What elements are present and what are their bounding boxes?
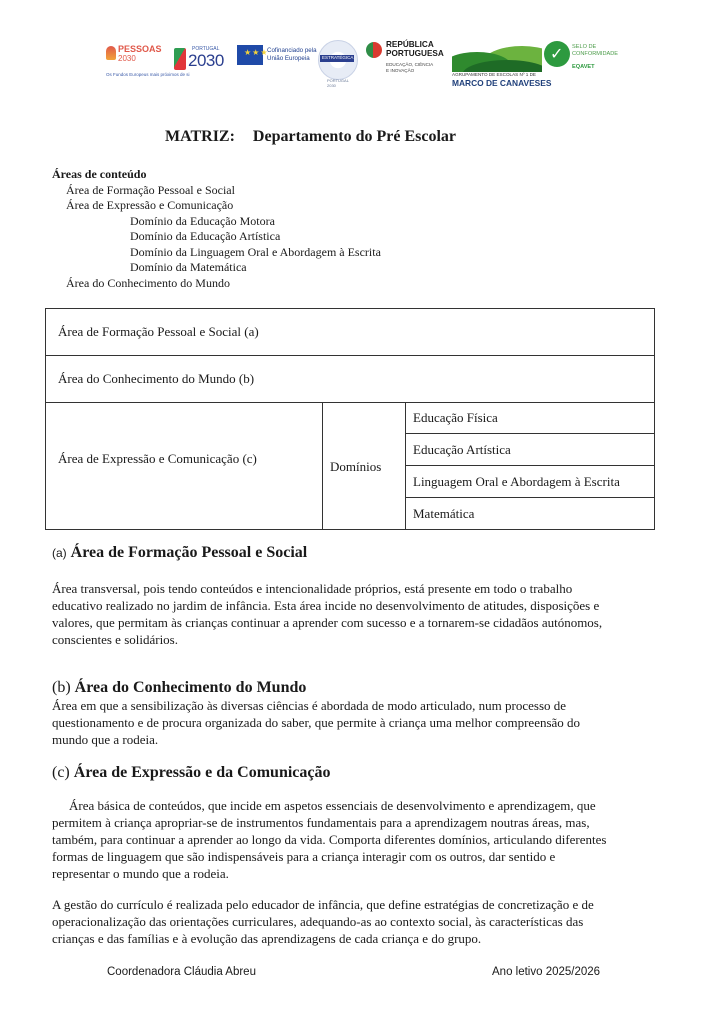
- domain-item: Domínio da Educação Artística: [130, 229, 281, 243]
- table-cell-expressao: Área de Expressão e Comunicação (c): [58, 451, 257, 466]
- section-b-heading: (b) Área do Conhecimento do Mundo: [52, 679, 307, 696]
- portugal-2030-logo: PORTUGAL 2030: [174, 44, 222, 74]
- estrategica-logo: ESTRATÉGICA PORTUGAL 2030: [318, 40, 356, 86]
- areas-heading: Áreas de conteúdo: [52, 167, 147, 181]
- area-item: Área do Conhecimento do Mundo: [66, 276, 230, 290]
- footer-school-year: Ano letivo 2025/2026: [492, 966, 601, 978]
- portugal-2030-mark-icon: [174, 48, 186, 70]
- table-cell-conhecimento: Área do Conhecimento do Mundo (b): [58, 371, 255, 386]
- footer-coordinator: Coordenadora Cláudia Abreu: [107, 966, 256, 978]
- table-row-divider: [406, 497, 654, 498]
- pessoas-mark-icon: [106, 46, 116, 60]
- table-row-divider: [406, 465, 654, 466]
- table-cell-dominios-label: Domínios: [330, 459, 382, 474]
- domain-item: Domínio da Matemática: [130, 260, 247, 274]
- table-row-divider: [46, 402, 654, 403]
- section-c-paragraph-2: A gestão do currículo é realizada pelo educador de infância, que define estratégias de concretização e de operacionalização das orientações curriculares, adequando-as ao contexto social, às características das crianças e das famílias e à evolução das aprendizagens de cada criança e do grupo.: [52, 897, 594, 946]
- republica-portuguesa-logo: REPÚBLICA PORTUGUESA EDUCAÇÃO, CIÊNCIA E INOVAÇÃO: [366, 40, 450, 84]
- checkmark-seal-icon: ✓: [544, 41, 570, 67]
- title-prefix: MATRIZ:: [165, 128, 235, 145]
- domain-item: Domínio da Linguagem Oral e Abordagem à Escrita: [130, 245, 381, 259]
- table-cell-formacao: Área de Formação Pessoal e Social (a): [58, 324, 259, 339]
- section-b-paragraph: Área em que a sensibilização às diversas ciências é abordada de modo articulado, num processo de questionamento e de procura organizada do saber, que permite à criança uma melhor compreensão do mundo que a rodeia.: [52, 698, 581, 747]
- eqavet-seal-logo: ✓ SELO DE CONFORMIDADE EQAVET: [544, 41, 624, 75]
- table-row-divider: [406, 433, 654, 434]
- section-c-paragraph-1: Área básica de conteúdos, que incide em aspetos essenciais de desenvolvimento e aprendizagem, que permitem à criança apropriar-se de instrumentos fundamentais para a aprendizagem noutras áreas, mas, também, para continuar a aprender ao longo da vida. Comporta diferentes domínios, articulando diferentes formas de linguagem que são indispensáveis para a criança interagir com os outros, dar sentido e representar o mundo que a rodeia.: [52, 798, 607, 881]
- area-item: Área de Expressão e Comunicação: [66, 198, 234, 212]
- pessoas-2030-logo: PESSOAS 2030 Os Fundos Europeus mais próximos de si: [106, 44, 190, 77]
- table-row-divider: [46, 355, 654, 356]
- eu-flag-icon: ★★★: [237, 45, 263, 65]
- hills-landscape-icon: [452, 40, 542, 72]
- page-title: [165, 128, 456, 146]
- table-cell-dominio: Educação Física: [413, 410, 498, 425]
- section-a-paragraph: Área transversal, pois tendo conteúdos e intencionalidade próprios, está presente em todo o trabalho educativo realizado no jardim de infância. Esta área incide no desenvolvimento de atitudes, disposições e valores, que permitam às crianças continuar a aprender com sucesso e a tornarem-se cidadãos autónomos, conscientes e solidários.: [52, 581, 603, 647]
- section-c-heading: (c) Área de Expressão e da Comunicação: [52, 764, 331, 781]
- table-cell-dominio: Matemática: [413, 506, 475, 521]
- agrupamento-escolas-logo: AGRUPAMENTO DE ESCOLAS Nº 1 DE MARCO DE CANAVESES: [452, 40, 542, 90]
- areas-table: [45, 308, 655, 530]
- republica-flag-icon: [366, 42, 382, 58]
- table-cell-dominio: Educação Artística: [413, 442, 511, 457]
- table-cell-dominio: Linguagem Oral e Abordagem à Escrita: [413, 474, 620, 489]
- section-a-heading: (a) Área de Formação Pessoal e Social: [52, 544, 308, 561]
- domain-item: Domínio da Educação Motora: [130, 214, 275, 228]
- table-col-divider: [322, 402, 323, 529]
- title-text: Departamento do Pré Escolar: [252, 128, 456, 145]
- area-item: Área de Formação Pessoal e Social: [66, 183, 235, 197]
- eu-cofinancing-logo: ★★★ Cofinanciado pela União Europeia: [237, 45, 323, 69]
